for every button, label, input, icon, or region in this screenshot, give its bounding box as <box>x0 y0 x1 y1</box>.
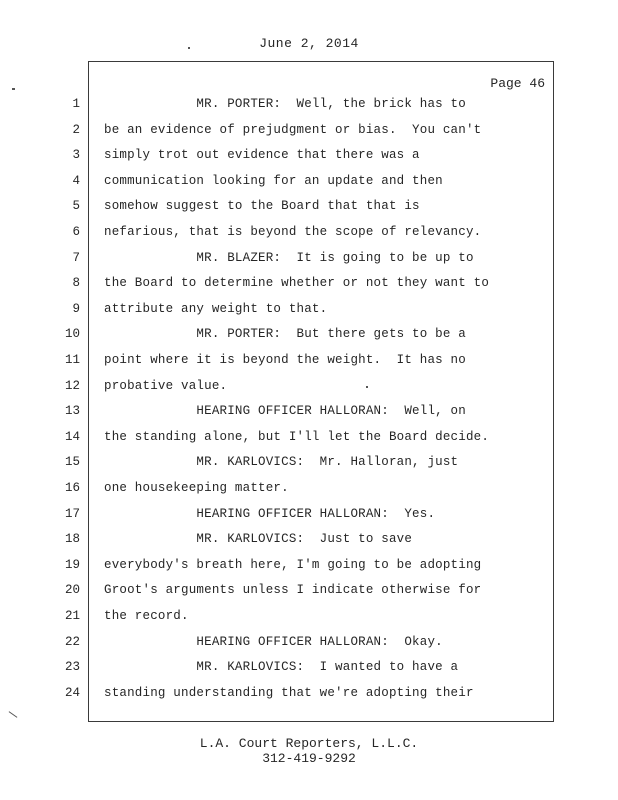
transcript-line: simply trot out evidence that there was a <box>104 148 420 163</box>
line-number: 4 <box>72 173 80 188</box>
scan-speck <box>9 711 18 718</box>
line-number: 6 <box>72 225 80 239</box>
footer-company: L.A. Court Reporters, L.L.C. <box>199 736 419 751</box>
line-number: 19 <box>64 557 80 572</box>
line-number: 5 <box>72 199 80 214</box>
transcript-line: one housekeeping matter. <box>104 481 289 495</box>
line-number: 17 <box>64 506 80 521</box>
transcript-line: point where it is beyond the weight. It has no <box>104 353 466 367</box>
line-number: 3 <box>72 148 80 163</box>
line-number: 13 <box>64 404 80 419</box>
transcript-line: MR. BLAZER: It is going to be up to <box>104 250 474 265</box>
transcript-line: the record. <box>104 609 189 623</box>
transcript-line: the standing alone, but I'll let the Board decide. <box>104 429 490 444</box>
line-number: 8 <box>72 276 80 291</box>
transcript-line: the Board to determine whether or not they want to <box>104 276 490 291</box>
line-number: 14 <box>64 429 80 444</box>
transcript-line: attribute any weight to that. <box>104 301 328 316</box>
scan-speck <box>12 88 15 90</box>
footer-phone: 312-419-9292 <box>262 751 356 766</box>
line-number: 1 <box>72 97 80 111</box>
transcript-line: HEARING OFFICER HALLORAN: Well, on <box>104 404 466 419</box>
transcript-line: HEARING OFFICER HALLORAN: Okay. <box>104 634 443 649</box>
transcript-line: HEARING OFFICER HALLORAN: Yes. <box>104 506 436 521</box>
line-number: 22 <box>64 634 80 649</box>
line-number: 23 <box>64 660 80 675</box>
transcript-line: nefarious, that is beyond the scope of relevancy. <box>104 225 482 239</box>
transcript-line: Groot's arguments unless I indicate otherwise for <box>104 583 482 598</box>
transcript-line: communication looking for an update and then <box>104 173 443 188</box>
line-number: 11 <box>64 353 80 367</box>
line-number: 20 <box>64 583 80 598</box>
transcript-line: somehow suggest to the Board that that is <box>104 199 420 214</box>
line-number: 21 <box>64 609 80 623</box>
line-number: 9 <box>72 301 80 316</box>
transcript-line: be an evidence of prejudgment or bias. You can't <box>104 122 482 137</box>
transcript-line: standing understanding that we're adopting their <box>104 685 474 700</box>
footer <box>0 736 618 766</box>
line-number: 24 <box>64 685 80 700</box>
transcript-line: probative value. <box>104 378 228 393</box>
line-number: 18 <box>64 532 80 547</box>
page-number: Page 46 <box>490 76 545 91</box>
line-number: 15 <box>64 455 80 470</box>
transcript-line: MR. KARLOVICS: Mr. Halloran, just <box>104 455 459 470</box>
line-number: 7 <box>72 250 80 265</box>
scan-speck <box>188 47 190 49</box>
header-date: June 2, 2014 <box>259 36 359 51</box>
scan-speck <box>366 386 368 388</box>
line-number: 12 <box>64 378 80 393</box>
transcript-line: MR. KARLOVICS: I wanted to have a <box>104 660 459 675</box>
line-number: 10 <box>64 327 80 342</box>
transcript-line: MR. PORTER: But there gets to be a <box>104 327 466 342</box>
transcript-line: everybody's breath here, I'm going to be adopting <box>104 557 482 572</box>
line-number: 16 <box>64 481 80 495</box>
line-number: 2 <box>72 122 80 137</box>
transcript-line: MR. KARLOVICS: Just to save <box>104 532 413 547</box>
transcript-line: MR. PORTER: Well, the brick has to <box>104 97 466 111</box>
